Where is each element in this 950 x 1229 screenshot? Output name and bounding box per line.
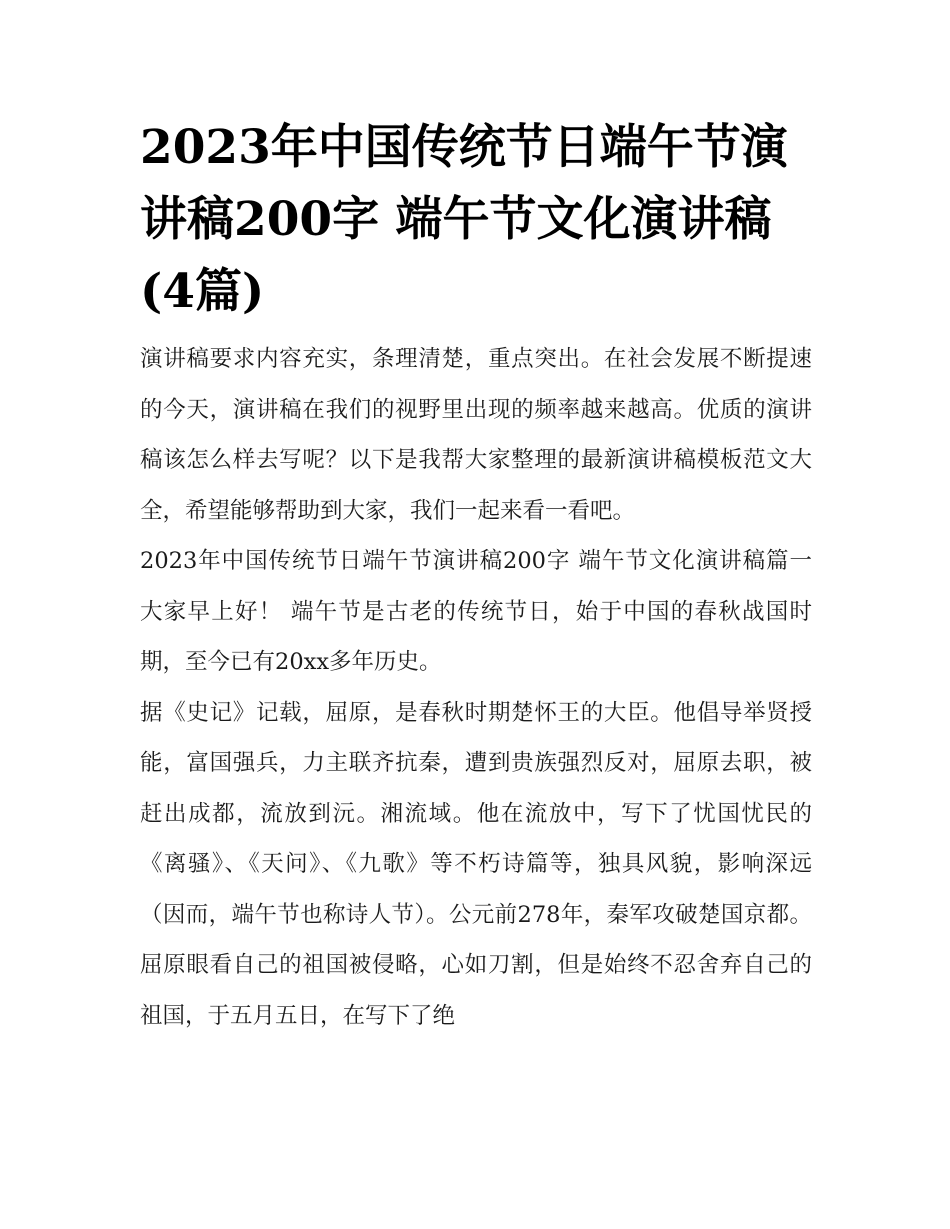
section-one-paragraph: 2023年中国传统节日端午节演讲稿200字 端午节文化演讲稿篇一 大家早上好！ 端午节是古老的传统节日，始于中国的春秋战国时期，至今已有20xx多年历史。: [140, 548, 812, 675]
document-body: [140, 112, 812, 1041]
intro-paragraph: 演讲稿要求内容充实，条理清楚，重点突出。在社会发展不断提速的今天，演讲稿在我们的视野里出现的频率越来越高。优质的演讲稿该怎么样去写呢？以下是我帮大家整理的最新演讲稿模板范文大全，希望能够帮助到大家，我们一起来看一看吧。: [140, 346, 812, 524]
history-paragraph: 据《史记》记载，屈原，是春秋时期楚怀王的大臣。他倡导举贤授能，富国强兵，力主联齐抗秦，遭到贵族强烈反对，屈原去职，被赶出成都，流放到沅。湘流域。他在流放中，写下了忧国忧民的《离骚》、《天问》、《九歌》等不朽诗篇等，独具风貌，影响深远（因而，端午节也称诗人节）。公元前278年，秦军攻破楚国京都。屈原眼看自己的祖国被侵略，心如刀割，但是始终不忍舍弃自己的祖国，于五月五日，在写下了绝: [140, 699, 812, 1029]
document-title: 2023年中国传统节日端午节演讲稿200字 端午节文化演讲稿(4篇): [140, 120, 788, 319]
